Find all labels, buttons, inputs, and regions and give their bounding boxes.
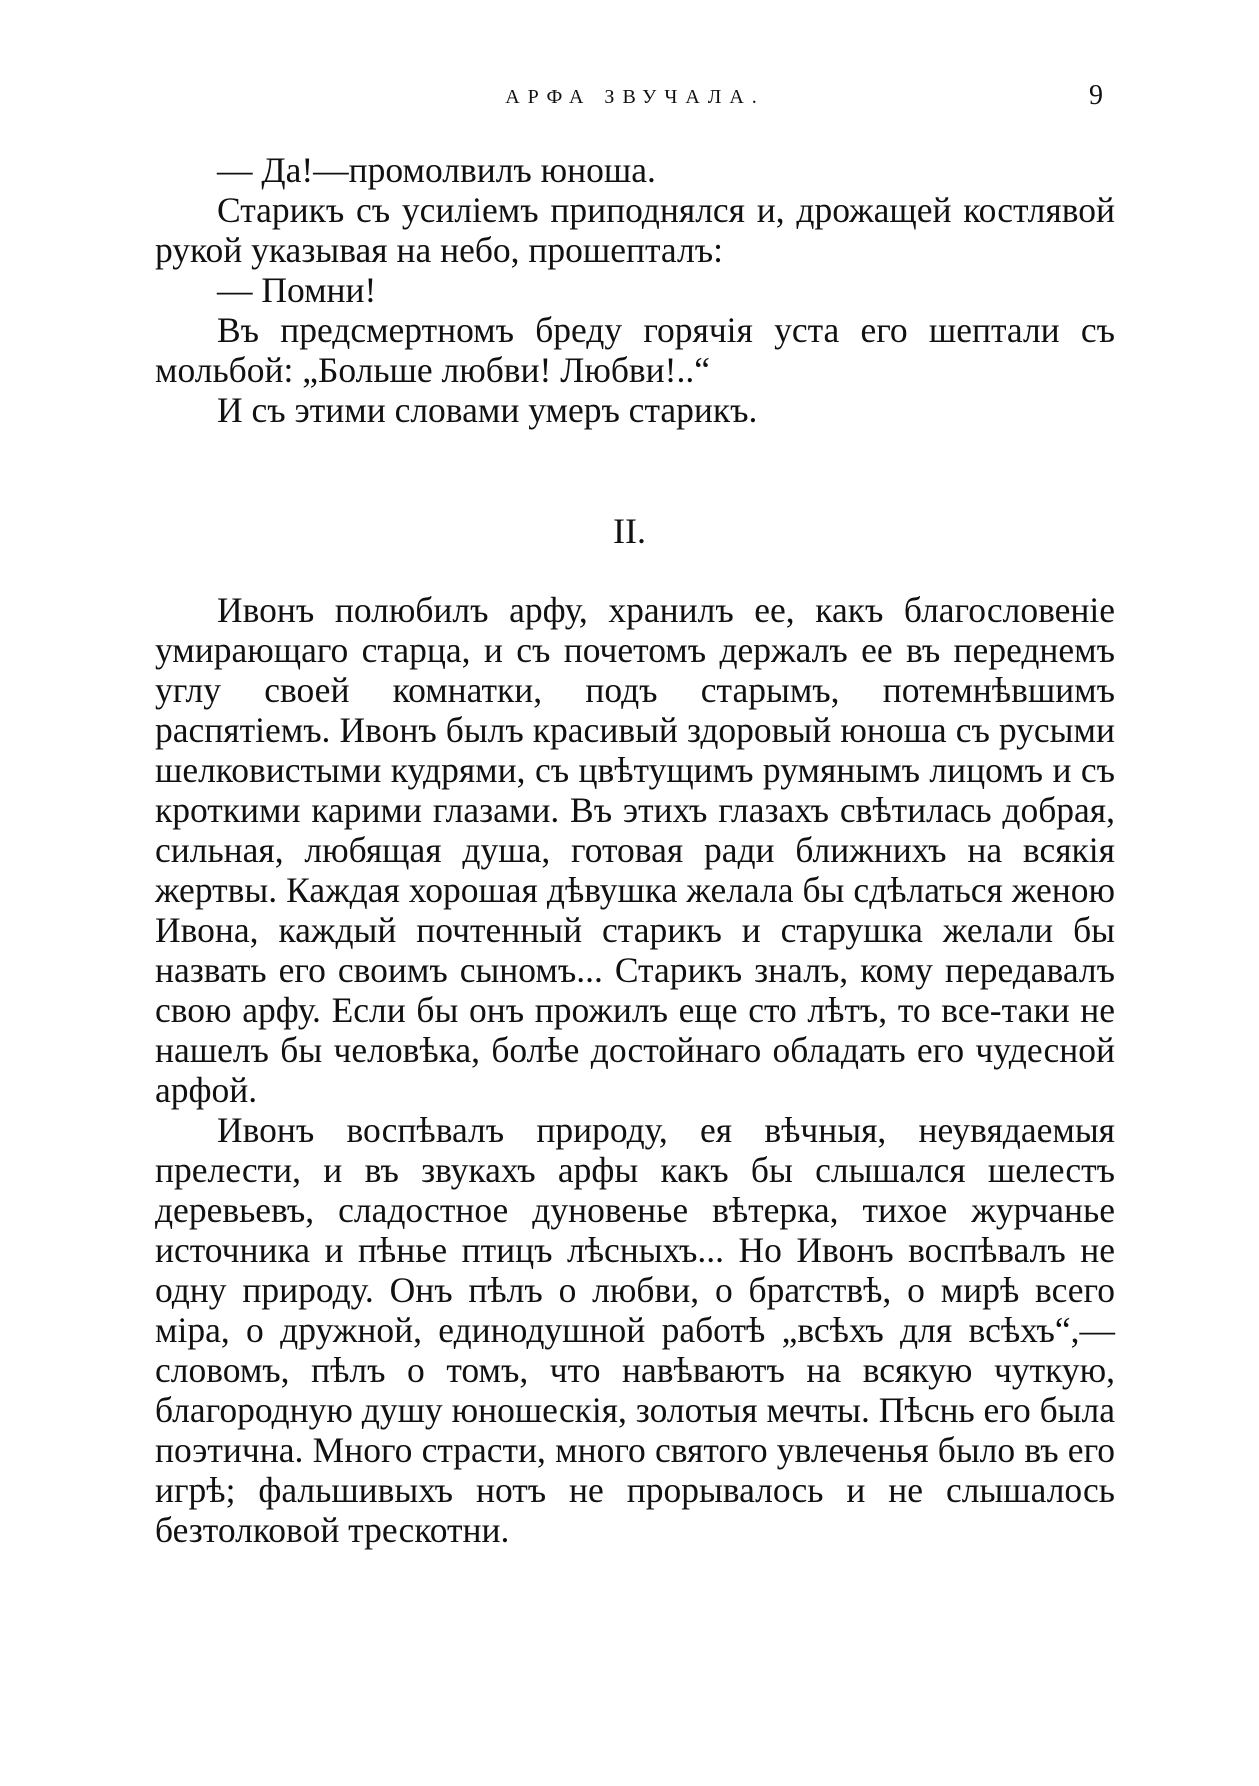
paragraph: Въ предсмертномъ бреду горячія уста его шептали съ мольбой: „Больше любви! Любви!..“ [155, 310, 1115, 390]
paragraph: — Да!—промолвилъ юноша. [217, 150, 656, 190]
section-heading: II. [613, 511, 646, 551]
text-block-upper [155, 150, 1115, 430]
paragraph: Старикъ съ усиліемъ приподнялся и, дрожащей костлявой рукой указывая на небо, прошепталъ: [155, 190, 1115, 270]
running-title: АРФА ЗВУЧАЛА. [505, 86, 765, 108]
paragraph: Ивонъ воспѣвалъ природу, ея вѣчныя, неувядаемыя прелести, и въ звукахъ арфы какъ бы слышался шелестъ деревьевъ, сладостное дуновенье вѣтерка, тихое журчанье источника и пѣнье птицъ лѣсныхъ... Но Ивонъ воспѣвалъ не одну природу. Онъ пѣлъ о любви, о братствѣ, о мирѣ всего міра, о дружной, единодушной работѣ „всѣхъ для всѣхъ“,—словомъ, пѣлъ о томъ, что навѣваютъ на всякую чуткую, благородную душу юношескія, золотыя мечты. Пѣснь его была поэтична. Много страсти, много святого увлеченья было въ его игрѣ; фальшивыхъ нотъ не прорывалось и не слышалось безтолковой трескотни. [155, 1110, 1115, 1550]
running-head [155, 82, 1115, 112]
paragraph: И съ этими словами умеръ старикъ. [217, 390, 758, 430]
page-number: 9 [1089, 80, 1103, 111]
paragraph: Ивонъ полюбилъ арфу, хранилъ ее, какъ благословеніе умирающаго старца, и съ почетомъ держалъ ее въ переднемъ углу своей комнатки, подъ старымъ, потемнѣвшимъ распятіемъ. Ивонъ былъ красивый здоровый юноша съ русыми шелковистыми кудрями, съ цвѣтущимъ румянымъ лицомъ и съ кроткими карими глазами. Въ этихъ глазахъ свѣтилась добрая, сильная, любящая душа, готовая ради ближнихъ на всякія жертвы. Каждая хорошая дѣвушка желала бы сдѣлаться женою Ивона, каждый почтенный старикъ и старушка желали бы назвать его своимъ сыномъ... Старикъ зналъ, кому передавалъ свою арфу. Если бы онъ прожилъ еще сто лѣтъ, то все-таки не нашелъ бы человѣка, болѣе достойнаго обладать его чудесной арфой. [155, 590, 1115, 1110]
text-block-lower [155, 590, 1115, 1550]
paragraph: — Помни! [217, 270, 377, 310]
